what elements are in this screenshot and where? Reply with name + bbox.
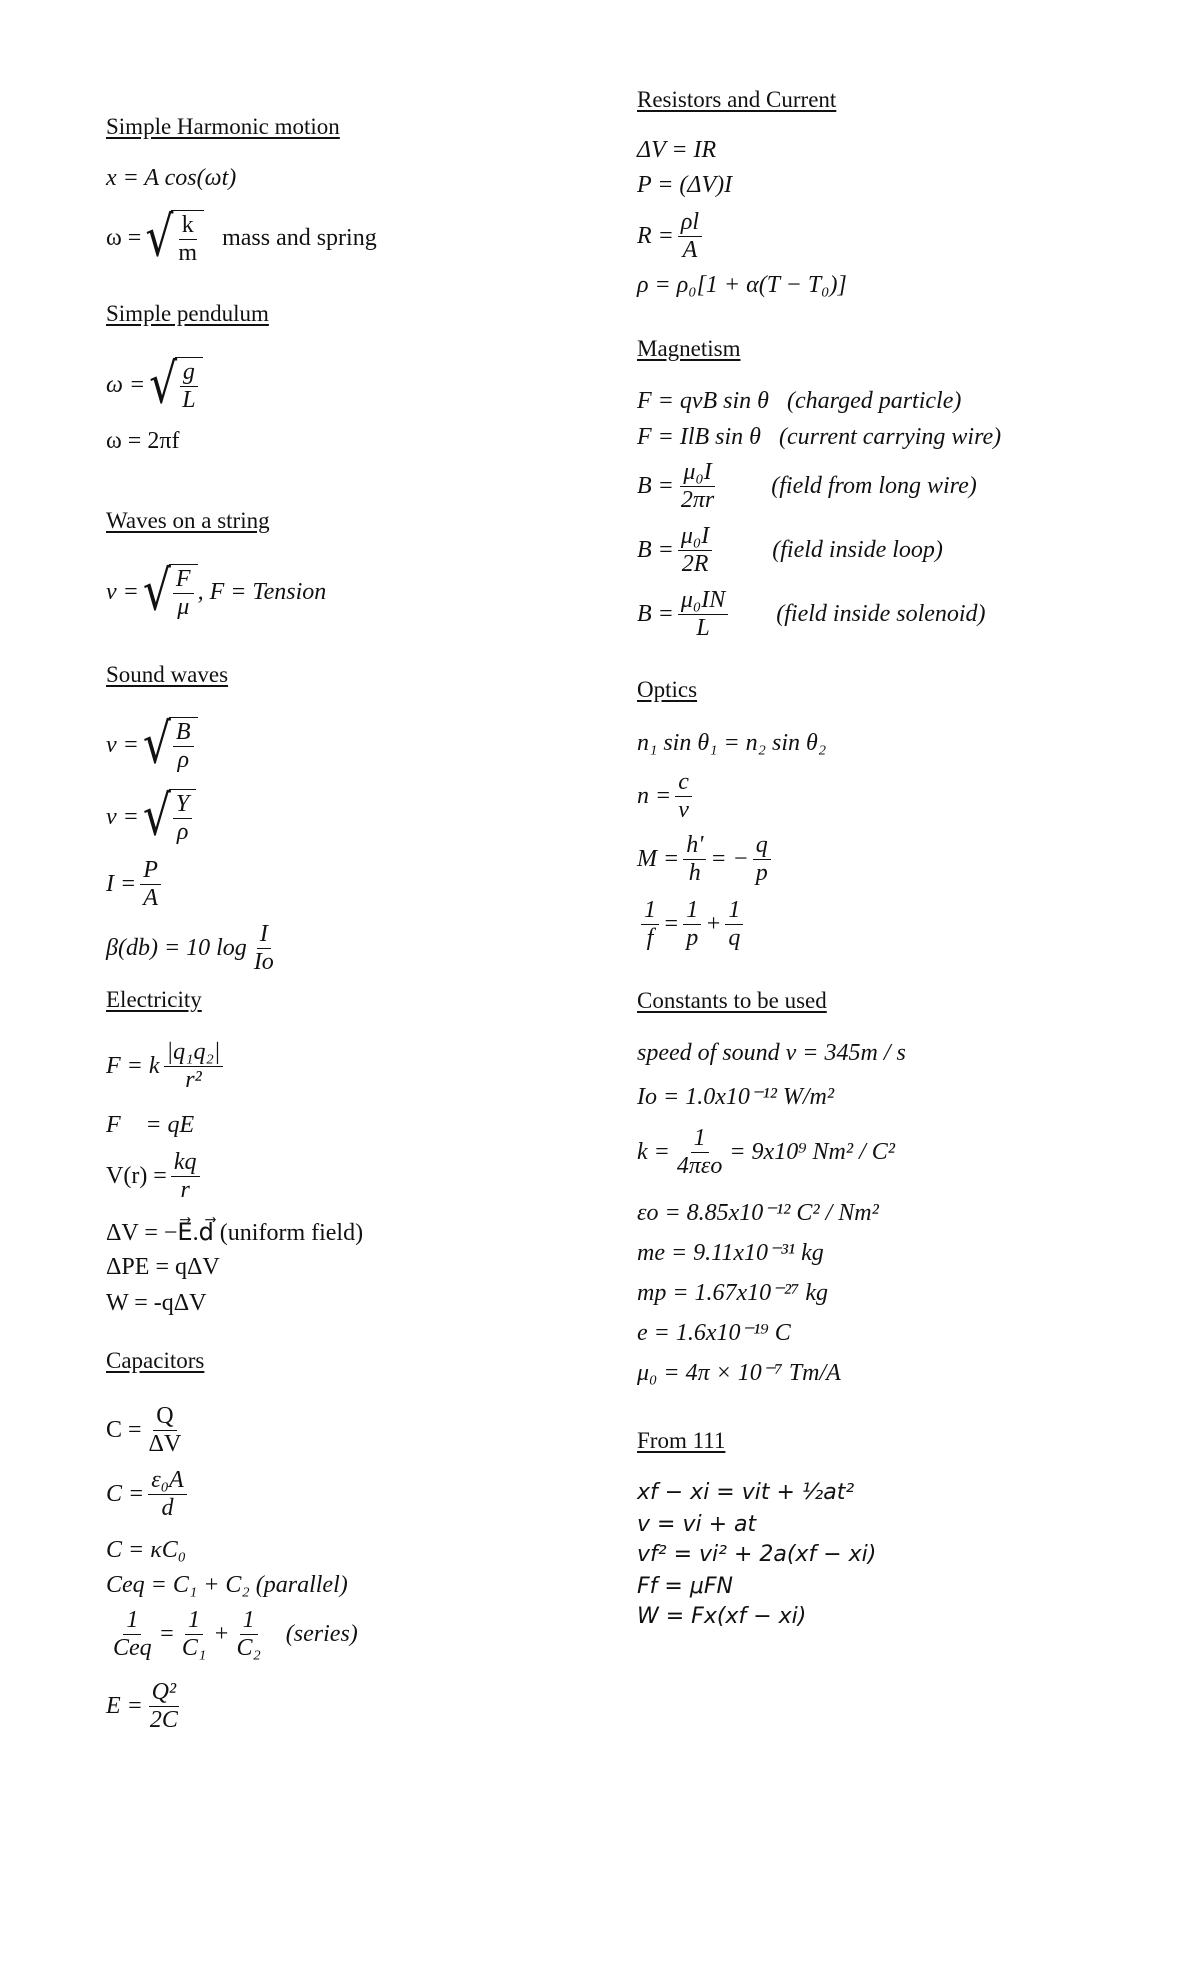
cap-energy-lhs: E = bbox=[106, 1693, 143, 1720]
optics-eq-lens bbox=[637, 898, 747, 951]
mag-particle-note: (charged particle) bbox=[786, 388, 962, 414]
shm-omega-note: mass and spring bbox=[222, 224, 377, 251]
cap-series-plus: + bbox=[213, 1621, 230, 1648]
mag-long-num: μ₀I bbox=[680, 460, 714, 487]
mag-particle-eq: F = qvB sin θ bbox=[637, 388, 769, 414]
sound-young-num: Y bbox=[173, 792, 192, 819]
kinematics-eq-velocity: v = vi + at bbox=[637, 1512, 757, 1537]
sound-decibel-lhs: β(db) = 10 log bbox=[106, 935, 247, 962]
sound-intensity-den: A bbox=[143, 885, 158, 912]
sqrt-symbol: √ $\frac{F}{\mu}$ bbox=[143, 564, 198, 620]
mag-sol-den: L bbox=[696, 615, 710, 642]
lens-den1: f bbox=[646, 925, 654, 952]
string-eq-speed bbox=[106, 559, 327, 624]
pendulum-heading: Simple pendulum bbox=[106, 301, 269, 326]
coulomb-num: |q₁q₂| bbox=[164, 1040, 224, 1067]
pendulum-eq-freq: ω = 2πf bbox=[106, 428, 180, 454]
resistance-den: A bbox=[682, 237, 698, 264]
optics-eq-index bbox=[637, 770, 696, 823]
lens-num1: 1 bbox=[641, 898, 659, 925]
optics-index-den: v bbox=[678, 797, 689, 824]
potential-den: r bbox=[180, 1177, 190, 1204]
cap-plate-den: d bbox=[161, 1495, 174, 1522]
lens-eq: = bbox=[663, 911, 680, 938]
shm-omega-den: m bbox=[178, 240, 198, 267]
cap-def-lhs: C = bbox=[106, 1417, 142, 1444]
sound-eq-intensity bbox=[106, 858, 165, 911]
sound-young-den: ρ bbox=[176, 819, 189, 846]
cap-series-den1: Ceq bbox=[113, 1635, 152, 1662]
constant-electron-mass: me = 9.11x10⁻³¹ kg bbox=[637, 1240, 824, 1266]
mag-sol-num: μ₀IN bbox=[678, 588, 728, 615]
string-speed-num: F bbox=[173, 567, 194, 594]
capacitors-heading: Capacitors bbox=[106, 1348, 205, 1373]
coulomb-lhs: F = k bbox=[106, 1053, 160, 1080]
constant-proton-mass: mp = 1.67x10⁻²⁷ kg bbox=[637, 1280, 829, 1306]
cap-energy-den: 2C bbox=[149, 1707, 178, 1734]
electricity-eq-field: ΔV = −E⃗.d⃗ (uniform field) bbox=[106, 1220, 364, 1246]
optics-mag-num2: q bbox=[753, 833, 771, 860]
lens-den3: q bbox=[728, 925, 741, 952]
cap-plate-num: ε₀A bbox=[148, 1468, 186, 1495]
potential-lhs: V(r) = bbox=[106, 1163, 167, 1190]
capacitors-eq-parallel: Ceq = C₁ + C₂ (parallel) bbox=[106, 1572, 348, 1598]
electricity-eq-force: F⃗ = qE⃗ bbox=[106, 1112, 213, 1138]
mag-loop-lhs: B = bbox=[637, 537, 674, 564]
sound-heading: Sound waves bbox=[106, 662, 229, 687]
coulomb-den: r² bbox=[185, 1067, 202, 1094]
optics-mag-den2: p bbox=[755, 860, 768, 887]
magnetism-eq-solenoid bbox=[637, 588, 986, 641]
optics-eq-snell: n₁ sin θ₁ = n₂ sin θ₂ bbox=[637, 730, 827, 756]
optics-index-num: c bbox=[675, 770, 692, 797]
constant-permittivity: εo = 8.85x10⁻¹² C² / Nm² bbox=[637, 1200, 879, 1226]
string-heading: Waves on a string bbox=[106, 508, 270, 533]
kinematics-eq-timeless: vf² = vi² + 2a(xf − xi) bbox=[637, 1542, 877, 1567]
string-speed-note: , F = Tension bbox=[197, 578, 327, 605]
lens-num3: 1 bbox=[725, 898, 743, 925]
mag-sol-lhs: B = bbox=[637, 601, 674, 628]
shm-eq-omega bbox=[106, 205, 377, 270]
from111-heading: From 111 bbox=[637, 1428, 726, 1453]
cap-series-num1: 1 bbox=[123, 1608, 141, 1635]
pendulum-omega-num: g bbox=[180, 360, 198, 387]
cap-series-den2: C₁ bbox=[181, 1635, 207, 1662]
constant-permeability: μ₀ = 4π × 10⁻⁷ Tm/A bbox=[637, 1360, 841, 1386]
cap-def-den: ΔV bbox=[148, 1431, 182, 1458]
magnetism-eq-loop bbox=[637, 524, 943, 577]
mag-loop-note: (field inside loop) bbox=[772, 537, 943, 564]
electricity-eq-work: W = -qΔV bbox=[106, 1290, 207, 1316]
cap-series-den3: C₂ bbox=[236, 1635, 261, 1662]
sound-bulk-den: ρ bbox=[177, 747, 189, 774]
magnetism-eq-particle bbox=[637, 388, 961, 415]
pendulum-omega-lhs: ω = bbox=[106, 371, 146, 398]
cap-series-num3: 1 bbox=[240, 1608, 258, 1635]
capacitors-eq-plate bbox=[106, 1468, 191, 1521]
sound-intensity-lhs: I = bbox=[106, 871, 137, 898]
mag-long-note: (field from long wire) bbox=[771, 473, 977, 500]
capacitors-eq-dielectric: C = κC₀ bbox=[106, 1537, 187, 1563]
optics-eq-magnification bbox=[637, 833, 775, 886]
work-eq: W = Fx(xf − xi) bbox=[637, 1604, 807, 1629]
optics-mag-mid: = − bbox=[710, 846, 749, 873]
cap-series-note: (series) bbox=[285, 1621, 358, 1648]
resistance-lhs: R = bbox=[637, 223, 674, 250]
shm-heading: Simple Harmonic motion bbox=[106, 114, 340, 139]
resistors-eq-ohm: ΔV = IR bbox=[637, 137, 717, 163]
constants-heading: Constants to be used bbox=[637, 988, 827, 1013]
shm-eq-position: x = A cos(ωt) bbox=[106, 165, 237, 191]
constant-coulomb bbox=[637, 1126, 895, 1179]
electricity-eq-potential bbox=[106, 1150, 204, 1203]
mag-sol-note: (field inside solenoid) bbox=[776, 601, 986, 628]
constant-intensity: Io = 1.0x10⁻¹² W/m² bbox=[637, 1084, 835, 1110]
mag-long-den: 2πr bbox=[680, 487, 715, 514]
sound-decibel-num: I bbox=[257, 922, 271, 949]
resistors-eq-resistivity: ρ = ρ₀[1 + α(T − T₀)] bbox=[637, 272, 847, 298]
shm-omega-num: k bbox=[179, 213, 197, 240]
coulomb-k-num: 1 bbox=[691, 1126, 709, 1153]
sound-decibel-den: Io bbox=[253, 949, 274, 976]
mag-loop-den: 2R bbox=[681, 551, 709, 578]
cap-plate-lhs: C = bbox=[106, 1481, 145, 1508]
lens-den2: p bbox=[686, 925, 699, 952]
capacitors-eq-energy bbox=[106, 1680, 185, 1733]
optics-mag-den: h bbox=[688, 860, 701, 887]
magnetism-eq-long-wire bbox=[637, 460, 977, 513]
constant-sound-speed: speed of sound v = 345m / s bbox=[637, 1040, 906, 1066]
cap-energy-num: Q² bbox=[149, 1680, 180, 1707]
lens-plus: + bbox=[705, 911, 722, 938]
magnetism-eq-wire bbox=[637, 424, 1001, 451]
sqrt-symbol: √ $\frac{k}{m}$ bbox=[145, 210, 204, 266]
optics-mag-num: h' bbox=[683, 833, 706, 860]
sqrt-symbol: √ $\frac{g}{L}$ bbox=[149, 357, 202, 413]
resistance-num: ρl bbox=[678, 210, 702, 237]
capacitors-eq-series bbox=[106, 1608, 358, 1661]
magnetism-heading: Magnetism bbox=[637, 336, 741, 361]
electricity-heading: Electricity bbox=[106, 987, 202, 1012]
mag-long-lhs: B = bbox=[637, 473, 674, 500]
mag-wire-note: (current carrying wire) bbox=[778, 424, 1002, 450]
resistors-eq-power: P = (ΔV)I bbox=[637, 172, 733, 198]
string-speed-den: μ bbox=[177, 594, 190, 621]
optics-index-lhs: n = bbox=[637, 783, 672, 810]
lens-num2: 1 bbox=[683, 898, 701, 925]
optics-heading: Optics bbox=[637, 677, 698, 702]
coulomb-k-lhs: k = bbox=[637, 1139, 670, 1166]
electricity-eq-pe: ΔPE = qΔV bbox=[106, 1254, 220, 1280]
mag-loop-num: μ₀I bbox=[678, 524, 712, 551]
cap-series-eq: = bbox=[158, 1621, 175, 1648]
sound-intensity-num: P bbox=[140, 858, 161, 885]
coulomb-k-den: 4πεo bbox=[676, 1153, 723, 1180]
pendulum-omega-den: L bbox=[182, 387, 196, 414]
optics-mag-lhs: M = bbox=[637, 846, 680, 873]
resistors-heading: Resistors and Current bbox=[637, 87, 837, 112]
potential-num: kq bbox=[171, 1150, 200, 1177]
shm-eq-omega-lhs: ω = bbox=[106, 224, 142, 251]
sqrt-symbol: √ $\frac{B}{\rho}$ bbox=[143, 717, 198, 773]
string-speed-lhs: v = bbox=[106, 578, 139, 605]
mag-wire-eq: F = IlB sin θ bbox=[637, 424, 761, 450]
capacitors-eq-def bbox=[106, 1404, 188, 1457]
sound-eq-young bbox=[106, 784, 196, 849]
sound-eq-decibel bbox=[106, 922, 281, 975]
sqrt-symbol: √ $\frac{Y}{\rho}$ bbox=[143, 789, 196, 845]
resistors-eq-resistance bbox=[637, 210, 706, 263]
friction-eq: Ff = μFN bbox=[637, 1574, 733, 1599]
coulomb-k-rhs: = 9x10⁹ Nm² / C² bbox=[729, 1139, 895, 1166]
constant-charge: e = 1.6x10⁻¹⁹ C bbox=[637, 1320, 791, 1346]
electricity-eq-coulomb bbox=[106, 1040, 227, 1093]
cap-def-num: Q bbox=[153, 1404, 176, 1431]
cap-series-num2: 1 bbox=[185, 1608, 203, 1635]
sound-bulk-lhs: v = bbox=[106, 731, 139, 758]
sound-bulk-num: B bbox=[173, 720, 194, 747]
sound-eq-bulk bbox=[106, 712, 198, 777]
sound-young-lhs: v = bbox=[106, 803, 139, 830]
kinematics-eq-position: xf − xi = vit + ½at² bbox=[637, 1480, 855, 1505]
pendulum-eq-omega bbox=[106, 352, 203, 417]
